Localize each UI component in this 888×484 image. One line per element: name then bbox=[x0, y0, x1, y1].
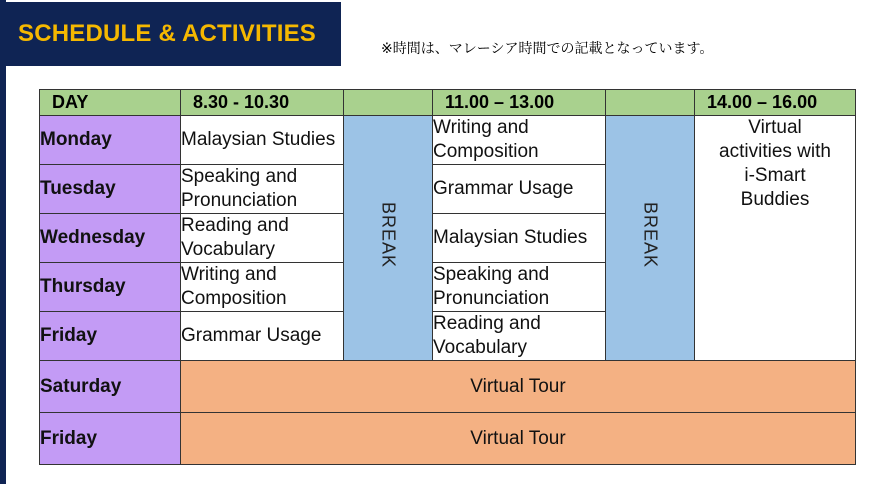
subject-cell: Speaking and Pronunciation bbox=[181, 165, 344, 214]
subject-cell: Speaking and Pronunciation bbox=[433, 263, 606, 312]
day-cell: Tuesday bbox=[40, 165, 181, 214]
break-label: BREAK bbox=[378, 202, 399, 269]
header-day: DAY bbox=[40, 90, 181, 116]
left-accent-bar bbox=[0, 0, 6, 484]
weekend-activity-cell: Virtual Tour bbox=[181, 361, 856, 413]
subject-cell: Reading and Vocabulary bbox=[433, 312, 606, 361]
day-cell: Saturday bbox=[40, 361, 181, 413]
afternoon-activity-cell bbox=[695, 116, 856, 361]
day-cell: Monday bbox=[40, 116, 181, 165]
header-break1 bbox=[344, 90, 433, 116]
page-title: SCHEDULE & ACTIVITIES bbox=[18, 20, 317, 47]
subject-cell: Writing and Composition bbox=[433, 116, 606, 165]
subject-cell: Reading and Vocabulary bbox=[181, 214, 344, 263]
day-cell: Friday bbox=[40, 312, 181, 361]
header-banner bbox=[0, 2, 341, 66]
subject-cell: Malaysian Studies bbox=[433, 214, 606, 263]
table-row bbox=[40, 116, 856, 165]
header-slot3: 14.00 – 16.00 bbox=[695, 90, 856, 116]
break-cell-1 bbox=[344, 116, 433, 361]
break-label: BREAK bbox=[640, 202, 661, 269]
day-cell: Wednesday bbox=[40, 214, 181, 263]
break-cell-2 bbox=[606, 116, 695, 361]
header-slot2: 11.00 – 13.00 bbox=[433, 90, 606, 116]
subject-cell: Grammar Usage bbox=[433, 165, 606, 214]
table-row bbox=[40, 361, 856, 413]
subject-cell: Grammar Usage bbox=[181, 312, 344, 361]
header-break2 bbox=[606, 90, 695, 116]
day-cell: Thursday bbox=[40, 263, 181, 312]
schedule-table bbox=[39, 89, 856, 465]
afternoon-activity-text: Virtual activities with i-Smart Buddies bbox=[719, 117, 831, 210]
table-header-row bbox=[40, 90, 856, 116]
subject-cell: Malaysian Studies bbox=[181, 116, 344, 165]
day-cell: Friday bbox=[40, 413, 181, 465]
timezone-note: ※時間は、マレーシア時間での記載となっています。 bbox=[381, 41, 714, 57]
weekend-activity-cell: Virtual Tour bbox=[181, 413, 856, 465]
header-slot1: 8.30 - 10.30 bbox=[181, 90, 344, 116]
subject-cell: Writing and Composition bbox=[181, 263, 344, 312]
table-row bbox=[40, 413, 856, 465]
